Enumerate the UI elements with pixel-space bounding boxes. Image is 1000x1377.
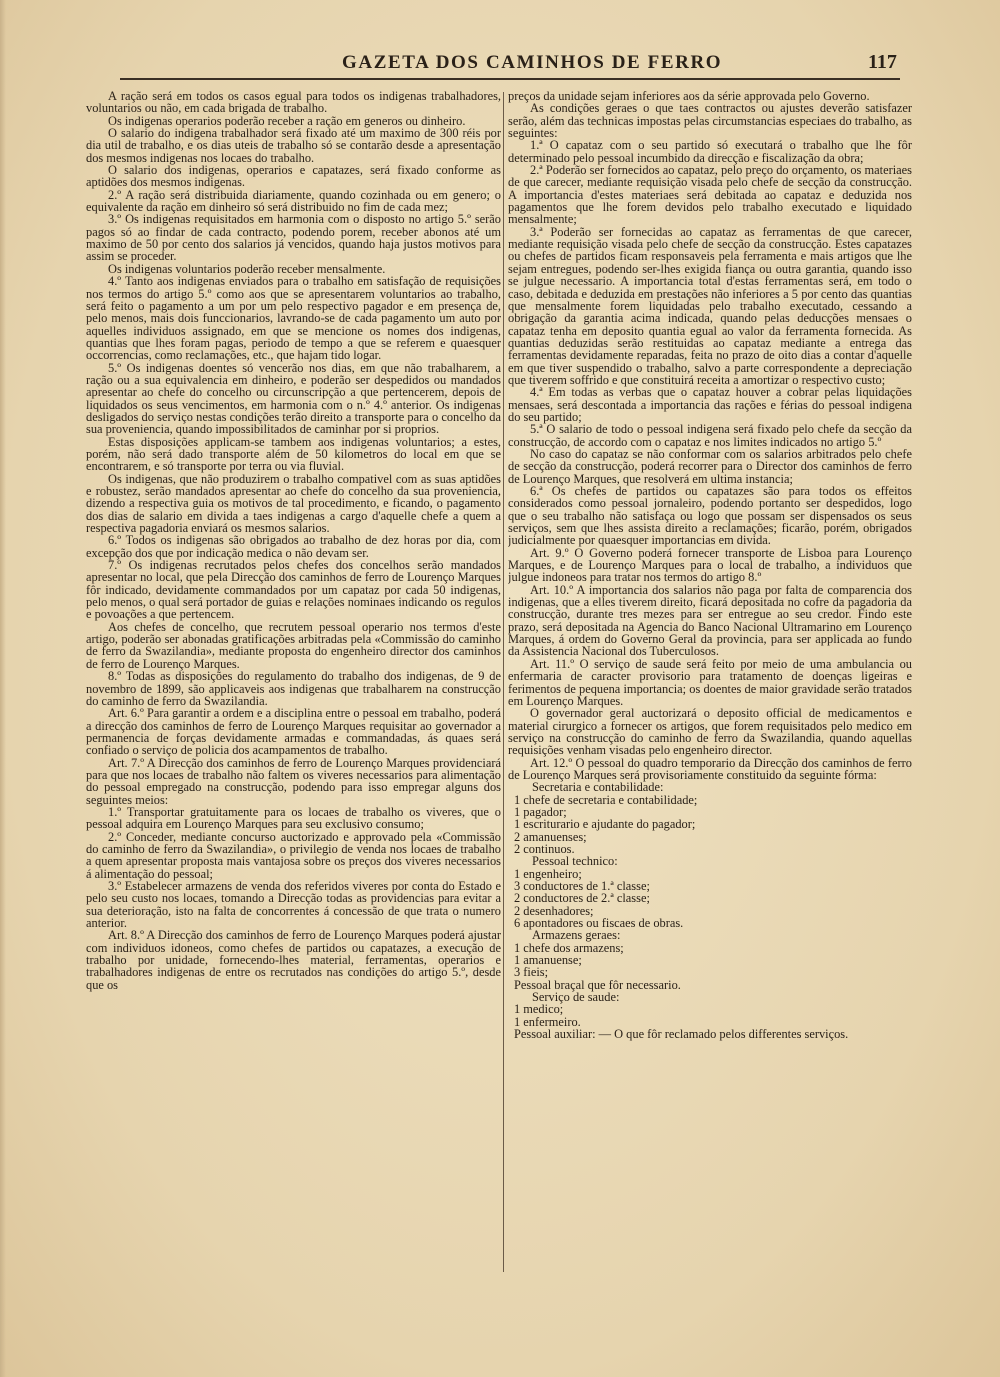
closing-line: Pessoal auxiliar: — O que fôr reclamado pelos differentes serviços. [514, 1027, 849, 1042]
list-heading: Secretaria e contabilidade: [532, 780, 664, 795]
paragraph: 8.º Todas as disposições do regulamento do trabalho dos indigenas, de 9 de novembro de 1899, são applicaveis aos indigenas que trabalharem na construcção do caminho de ferro da Swazilandia. [86, 669, 501, 708]
paragraph: 4.ª Em todas as verbas que o capataz houver a cobrar pelas liquidações mensaes, será descontada a importancia das rações e férias do pessoal indigena do seu partido; [508, 385, 912, 424]
list-item: 2 conductores de 2.ª classe; [514, 891, 650, 906]
paragraph: preços da unidade sejam inferiores aos da série approvada pelo Governo. [508, 90, 870, 103]
paragraph: 4.º Tanto aos indigenas enviados para o trabalho em satisfação de requisições nos termos do artigo 5.º como aos que se apresentarem voluntarios ao trabalho, será feito o pagamento a um por um pelo respectivo pagador e em presença de, pelo menos, mais dois funccionarios, lavrando-se de cada pagamento um auto por aquelles individuos assignado, em que se mencione os nomes dos indigenas, quantias que lhes foram pagas, periodo de tempo a que se referem e quaesquer occorrencias, como reclamações, etc., que hajam tido logar. [86, 274, 501, 363]
paragraph: O governador geral auctorizará o deposito official de medicamentos e material cirurgico a fornecer os artigos, que forem requisitados pelo medico em serviço na construcção do caminho de ferro da Swazilandia, quando aquellas requisições venham visadas pelo engenheiro director. [508, 706, 912, 758]
list-item: 1 pagador; [514, 804, 567, 819]
paragraph: 5.ª O salario de todo o pessoal indigena será fixado pelo chefe da secção da construcção, de accordo com o capataz e nos limites indicados no artigo 5.º [508, 422, 912, 449]
paragraph: 3.º Estabelecer armazens de venda dos referidos viveres por conta do Estado e pelo seu custo nos locaes, tomando a Direcção todas as providencias para evitar a sua deterioração, isto na falta de concorrentes á concessão de que trata o numero anterior. [86, 879, 501, 931]
paragraph: Art. 9.º O Governo poderá fornecer transporte de Lisboa para Lourenço Marques, e de Lourenço Marques para o local de trabalho, a individuos que julgue indoneos para tratar nos termos do artigo 8.º [508, 545, 912, 585]
header-rule [120, 78, 900, 80]
paragraph: Art. 11.º O serviço de saude será feito por meio de uma ambulancia ou enfermaria de caracter provisorio para tratamento de doenças ligeiras e ferimentos de pequena importancia; os doentes de maior gravidade serão tratados em Lourenço Marques. [508, 656, 912, 708]
paragraph: Art. 10.º A importancia dos salarios não paga por falta de comparencia dos indigenas, que a elles tiverem direito, ficará depositada no cofre da pagadoria da construcção, durante tres mezes para ser entregue ao seu credor. Findo este prazo, será depositada na Agencia do Banco Nacional Ultramarino em Lourenço Marques, á ordem do Governo Geral da provincia, para ser applicada ao fundo da Assistencia Nacional dos Tuberculosos. [508, 582, 912, 659]
paragraph: 2.º Conceder, mediante concurso auctorizado e approvado pela «Commissão do caminho de ferro da Swazilandia», o privilegio de venda nos locaes de trabalho a quem apresentar proposta mais vantajosa sobre os preços dos viveres necessarios á alimentação do pessoal; [86, 829, 501, 881]
paragraph: 3.ª Poderão ser fornecidas ao capataz as ferramentas de que carecer, mediante requisição visada pelo chefe de secção da construcção. Estes capatazes ou chefes de partidos ficam responsaveis pela ferramenta e mais artigos que lhe sejam entregues, podendo ser-lhes exigida fiança ou outra garantia, quando isso se julgue necessario. A importancia total d'estas ferramentas será, em todo o caso, debitada e deduzida em prestações não inferiores a 5 por cento das quantias que mensalmente forem liquidadas pelo trabalho executado, cessando a obrigação da garantia acima indicada, quando pelas deducções mensaes o capataz tenha em deposito quantia egual ao valor da ferramenta fornecida. As quantias deduzidas serão restituidas ao capataz mediante a entrega das ferramentas devidamente reparadas, feita no prazo de oito dias a contar d'aquelle em que tiver suspendido o trabalho, salvo a parte correspondente a depreciação que tiverem soffrido e que constituirá receita a amortizar o respectivo custo; [508, 224, 912, 387]
left-column [86, 90, 501, 1270]
paragraph: 3.º Os indigenas requisitados em harmonia com o disposto no artigo 5.º serão pagos só ao findar de cada contracto, podendo porem, receber abonos até um maximo de 50 por cento dos salarios já vencidos, quando haja justos motivos para assim se proceder. [86, 212, 501, 264]
paragraph: Os indigenas operarios poderão receber a ração em generos ou dinheiro. [108, 113, 466, 128]
paragraph: 2.ª Poderão ser fornecidos ao capataz, pelo preço do orçamento, os materiaes de que carecer, mediante requisição visada pelo chefe de secção da construcção. A importancia d'estes materiaes será debitada ao capataz e deduzida nos pagamentos que lhe forem devidos pelo trabalho executado e liquidado mensalmente; [508, 163, 912, 227]
list-item: 1 enfermeiro. [514, 1014, 581, 1029]
list-item: 1 amanuense; [514, 953, 582, 968]
paragraph: Os indigenas, que não produzirem o trabalho compativel com as suas aptidões e robustez, serão mandados apresentar ao chefe do concelho da sua proveniencia, dizendo a respectiva guia os motivos de tal procedimento, e ficando, o pagamento dos dias de salario em divida a taes indigenas a cargo d'aquelle chefe a quem a respectiva pagadoria enviará os mesmos salarios. [86, 471, 501, 536]
masthead-title: GAZETA DOS CAMINHOS DE FERRO [342, 52, 723, 73]
paragraph: 6.ª Os chefes de partidos ou capatazes são para todos os effeitos considerados como pessoal jornaleiro, podendo portanto ser despedidos, logo que o seu trabalho não satisfaça ou logo que possam ser dispensados os seus serviços, sem que lhes assista direito a reclamações; ficarão, porém, obrigados judicialmente por quaesquer importancias em divida. [508, 484, 912, 548]
paragraph: Art. 8.º A Direcção dos caminhos de ferro de Lourenço Marques poderá ajustar com individuos idoneos, como chefes de partidos ou capatazes, a execução de trabalho por unidade, fornecendo-lhes material, ferramentas, operarios e trabalhadores indigenas de entre os recrutados nas condições do artigo 5.º, desde que os [86, 928, 501, 992]
paragraph: O salario dos indigenas, operarios e capatazes, será fixado conforme as aptidões dos mesmos indigenas. [86, 163, 501, 190]
page-number: 117 [868, 51, 897, 73]
right-column [508, 90, 912, 1275]
column-divider [503, 92, 504, 1272]
list-item: 1 engenheiro; [514, 866, 582, 881]
paragraph: Art. 6.º Para garantir a ordem e a disciplina entre o pessoal em trabalho, poderá a direcção dos caminhos de ferro de Lourenço Marques requisitar ao governador a permanencia de forças devidamente armadas e commandadas, ás quaes será confiado o serviço de policia dos acampamentos de trabalho. [86, 706, 501, 758]
staff-list [508, 781, 912, 1040]
paragraph: Art. 12.º O pessoal do quadro temporario da Direcção dos caminhos de ferro de Lourenço Marques será provisoriamente constituido da seguinte fórma: [508, 755, 912, 782]
list-item: 1 chefe de secretaria e contabilidade; [514, 792, 698, 807]
paragraph: 6.º Todos os indigenas são obrigados ao trabalho de dez horas por dia, com excepção dos que por indicação medica o não devam ser. [86, 533, 501, 560]
list-item: 6 apontadores ou fiscaes de obras. [514, 916, 684, 931]
list-item: 2 desenhadores; [514, 903, 594, 918]
paragraph: No caso do capataz se não conformar com os salarios arbitrados pelo chefe de secção da construcção, poderá recorrer para o Director dos caminhos de ferro de Lourenço Marques, que resolverá em ultima instancia; [508, 446, 912, 486]
paragraph: 5.º Os indigenas doentes só vencerão nos dias, em que não trabalharem, a ração ou a sua equivalencia em dinheiro, e poderão ser despedidos ou mandados apresentar ao chefe do concelho ou circunscripção a que pertencerem, depois de liquidados os seus vencimentos, em harmonia com o n.º 4.º anterior. Os indigenas desligados do serviço nestas condições terão direito a transporte para o concelho da sua proveniencia, quando impossibilitados de caminhar por si proprios. [86, 360, 501, 437]
list-item: 2 continuos. [514, 841, 575, 856]
list-item: 1 escriturario e ajudante do pagador; [514, 817, 696, 832]
list-item: 2 amanuenses; [514, 829, 587, 844]
paragraph: As condições geraes o que taes contractos ou ajustes deverão satisfazer serão, além das technicas impostas pelas circumstancias especiaes do trabalho, as seguintes: [508, 101, 912, 141]
paragraph: 1.ª O capataz com o seu partido só executará o trabalho que lhe fôr determinado pelo pessoal incumbido da direcção e fiscalização da obra; [508, 138, 912, 165]
paragraph: O salario do indigena trabalhador será fixado até um maximo de 300 réis por dia util de trabalho, e os dias uteis de trabalho só se contarão desde a apresentação dos mesmos indigenas nos locaes do trabalho. [86, 126, 501, 165]
paragraph: 2.º A ração será distribuida diariamente, quando cozinhada ou em genero; o equivalente da ração em dinheiro só será distribuido no fim de cada mez; [86, 187, 501, 215]
list-heading: Armazens geraes: [532, 928, 621, 943]
list-item: Pessoal braçal que fôr necessario. [514, 977, 681, 992]
paragraph: 7.º Os indigenas recrutados pelos chefes dos concelhos serão mandados apresentar no local, que pela Direcção dos caminhos de ferro de Lourenço Marques fôr indicado, devidamente commandados por um capataz por cada 50 indigenas, pelo menos, o qual será portador de guias e relações nominaes indicando os regulos e povoações a que pertencem. [86, 558, 501, 622]
paragraph: Estas disposições applicam-se tambem aos indigenas voluntarios; a estes, porém, não será dado transporte além de 50 kilometros do local em que se encontrarem, e só transporte por terra ou via fluvial. [86, 434, 501, 474]
paragraph: Aos chefes de concelho, que recrutem pessoal operario nos termos d'este artigo, poderão ser abonadas gratificações arbitradas pela «Commissão do caminho de ferro da Swazilandia», mediante proposta do engenheiro director dos caminhos de ferro de Lourenço Marques. [86, 619, 501, 671]
page-header [110, 52, 910, 80]
paragraph: 1.º Transportar gratuitamente para os locaes de trabalho os viveres, que o pessoal adquira em Lourenço Marques para seu exclusivo consumo; [86, 804, 501, 832]
paragraph: Os indigenas voluntarios poderão receber mensalmente. [108, 261, 386, 276]
list-item: 3 fieis; [514, 965, 549, 980]
list-item: 3 conductores de 1.ª classe; [514, 879, 650, 893]
paragraph: Art. 7.º A Direcção dos caminhos de ferro de Lourenço Marques providenciará para que nos locaes de trabalho não faltem os viveres necessarios para alimentação do pessoal empregado na construcção, podendo para isso empregar alguns dos seguintes meios: [86, 755, 501, 807]
list-heading: Pessoal technico: [532, 854, 618, 869]
paragraph: A ração será em todos os casos egual para todos os indigenas trabalhadores, voluntarios ou não, em cada brigada de trabalho. [86, 90, 501, 116]
list-item: 1 chefe dos armazens; [514, 940, 624, 955]
list-item: 1 medico; [514, 1002, 564, 1017]
list-heading: Serviço de saude: [532, 990, 620, 1005]
